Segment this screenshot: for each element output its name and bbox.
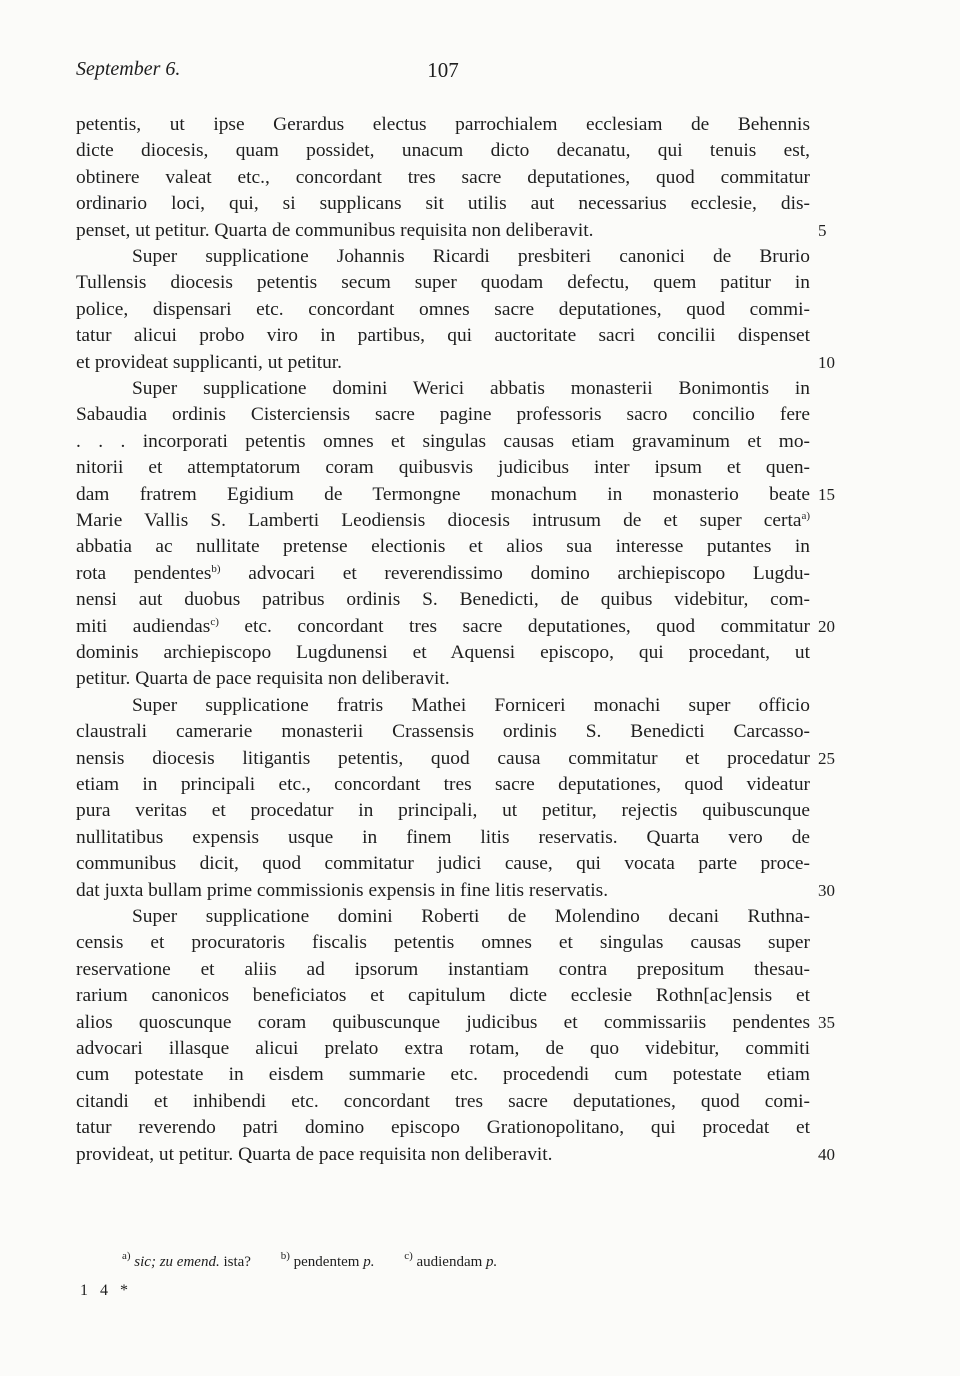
printer-signature: 1 4 * [80, 1282, 132, 1299]
text-line: penset, ut petitur. Quarta de communibus requisita non deliberavit. [76, 219, 594, 241]
text-line: etiam in principali etc., concordant tres sacre deputationes, quod videatur [76, 774, 810, 795]
text-line: Tullensis diocesis petentis secum super quodam defectu, quem patitur in [76, 272, 810, 294]
footnote-a: $^{a)}$ sic; zu emend. ista? [122, 1250, 251, 1270]
text-line: nensi aut duobus patribus ordinis S. Benedicti, de quibus videbitur, com- [76, 589, 810, 611]
text-line: censis et procuratoris fiscalis petentis omnes et singulas causas super [76, 932, 810, 954]
footnote-marker: a) [801, 510, 810, 522]
text-line: et provideat supplicanti, ut petitur. [76, 351, 343, 373]
text-line: nitorii et attemptatorum coram quibusvis judicibus inter ipsum et quen- [76, 457, 810, 479]
text-line: tatur alicui probo viro in partibus, qui auctoritate sacri concilii dispenset [76, 325, 810, 347]
text-line: miti audiendas$^{c)}$ etc. concordant tres sacre deputationes, quod commitatur [76, 615, 810, 637]
text-line: Super supplicatione domini Werici abbatis monasterii Bonimontis in [132, 378, 810, 399]
footnote-c: $^{c)}$ audiendam p. [404, 1250, 498, 1270]
text-line: pura veritas et procedatur in principali, ut petitur, rejectis quibuscunque [76, 800, 810, 822]
text-line: Super supplicatione fratris Mathei Forniceri monachi super officio [132, 694, 810, 716]
footnote-b: $^{b)}$ pendentem p. [280, 1250, 375, 1270]
text-line: advocari illasque alicui prelato extra rotam, de quo videbitur, commiti [76, 1038, 810, 1059]
text-line: dat juxta bullam prime commissionis expensis in fine litis reservatis. [76, 879, 609, 901]
footnote-marker: b) [211, 562, 221, 575]
line-number: 5 [818, 220, 827, 240]
footnotes [122, 1250, 762, 1271]
footnote-marker: c) [210, 615, 219, 628]
text-line: claustrali camerarie monasterii Crassensis ordinis S. Benedicti Carcasso- [76, 721, 810, 743]
text-line: rota pendentes$^{b)}$ advocari et reverendissimo domino archiepiscopo Lugdu- [76, 562, 811, 584]
text-line: reservatione et aliis ad ipsorum instantiam contra prepositum thesau- [76, 958, 810, 980]
text-line: dam fratrem Egidium de Termongne monachum in monasterio beate [76, 483, 810, 505]
text-line: dicte diocesis, quam possidet, unacum dicto decanatu, qui tenuis est, [76, 140, 810, 162]
text-line: nullitatibus expensis usque in finem litis reservatis. Quarta vero de [76, 826, 810, 848]
text-line: alios quoscunque coram quibuscunque judicibus et commissariis pendentes [76, 1011, 810, 1033]
page-number: 107 [427, 58, 459, 82]
text-line: dominis archiepiscopo Lugdunensi et Aquensi episcopo, qui procedant, ut [76, 642, 810, 663]
text-line: petitur. Quarta de pace requisita non deliberavit. [76, 668, 450, 690]
text-line: tatur reverendo patri domino episcopo Grationopolitano, qui procedat et [76, 1117, 810, 1139]
text-line: Super supplicatione domini Roberti de Molendino decani Ruthna- [132, 906, 810, 927]
text-line: citandi et inhibendi etc. concordant tres sacre deputationes, quod comi- [76, 1090, 810, 1112]
text-line: ordinario loci, qui, si supplicans sit utilis aut necessarius ecclesie, dis- [76, 193, 810, 215]
line-number: 15 [818, 484, 835, 504]
running-head: September 6. [76, 58, 181, 80]
line-number: 25 [818, 748, 835, 768]
text-line: obtinere valeat etc., concordant tres sacre deputationes, quod commitatur [76, 166, 810, 188]
text-line: nensis diocesis litigantis petentis, quod causa commitatur et procedatur [76, 747, 810, 769]
line-number: 10 [818, 352, 835, 372]
text-line: rarium canonicos beneficiatos et capitulum dicte ecclesie Rothn[ac]ensis et [76, 985, 810, 1007]
line-number: 35 [818, 1012, 835, 1032]
text-line: abbatia ac nullitate pretense electionis et alios sua interesse putantes in [76, 536, 810, 558]
text-line: communibus dicit, quod commitatur judici cause, qui vocata parte proce- [76, 853, 810, 875]
text-line: petentis, ut ipse Gerardus electus parrochialem ecclesiam de Behennis [76, 114, 810, 135]
text-line: . . . incorporati petentis omnes et singulas causas etiam gravaminum et mo- [76, 430, 810, 452]
text-line: cum potestate in eisdem summarie etc. procedendi cum potestate etiam [76, 1064, 810, 1086]
line-number: 30 [818, 880, 835, 900]
text-line: Sabaudia ordinis Cisterciensis sacre pagine professoris sacro concilio fere [76, 404, 810, 426]
line-number: 40 [818, 1144, 835, 1164]
page-header [76, 58, 810, 88]
text-line: Marie Vallis S. Lamberti Leodiensis diocesis intrusum de et super certa$^{a)}$ [76, 510, 810, 531]
text-line: provideat, ut petitur. Quarta de pace requisita non deliberavit. [76, 1143, 553, 1165]
text-line: Super supplicatione Johannis Ricardi presbiteri canonici de Brurio [132, 246, 810, 267]
line-number: 20 [818, 616, 835, 636]
text-line: police, dispensari etc. concordant omnes sacre deputationes, quod commi- [76, 298, 810, 320]
